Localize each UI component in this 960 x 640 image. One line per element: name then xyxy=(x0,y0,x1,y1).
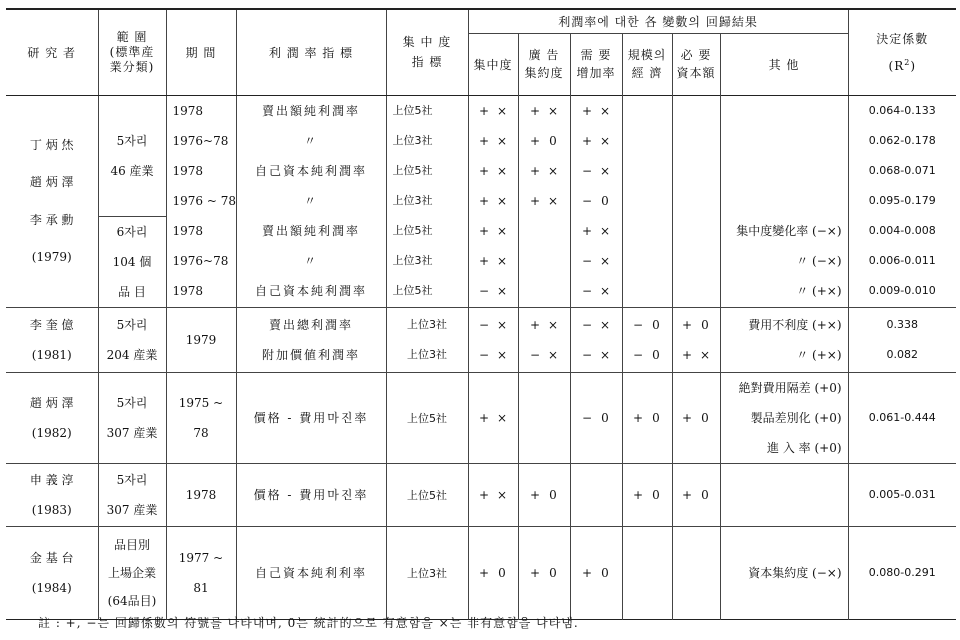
regression-table-wrapper xyxy=(6,8,956,620)
coef-scale-cell xyxy=(622,95,672,307)
coef-pair xyxy=(469,126,518,156)
concentration: 上位5社 xyxy=(386,463,468,526)
header-profit-indicator: 利 潤 率 指 標 xyxy=(236,9,386,95)
indicator: 〃 xyxy=(303,134,318,148)
r2-value: 0.005-0.031 xyxy=(868,488,936,501)
concentration: 上位3社 xyxy=(392,134,433,147)
scope-text: 上場企業 xyxy=(107,565,156,580)
coef-significance: 0 xyxy=(652,347,660,362)
coef-concentration-cell xyxy=(468,95,518,307)
coef-significance: × xyxy=(547,104,559,118)
period: 1978 xyxy=(172,224,204,238)
coef-significance: × xyxy=(599,254,611,268)
header-concentration-indicator: 集 中 度 指 標 xyxy=(386,9,468,95)
scope-text: 5자리 xyxy=(116,472,148,487)
coef-pair xyxy=(519,310,570,340)
researcher-year: (1982) xyxy=(31,425,72,440)
r2-value: 0.095-0.179 xyxy=(868,194,936,207)
header-researcher: 研 究 者 xyxy=(6,9,98,95)
concentration: 上位3社 xyxy=(392,194,433,207)
coef-pair xyxy=(469,96,518,126)
concentration-cell xyxy=(386,95,468,307)
coef-pair xyxy=(469,216,518,246)
indicator: 自己資本純利潤率 xyxy=(254,164,367,178)
coef-pair xyxy=(519,186,570,216)
header-sub-capital: 必 要 資本額 xyxy=(672,33,720,95)
coef-sign: + xyxy=(581,565,593,580)
period: 1978 xyxy=(172,164,204,178)
coef-pair xyxy=(571,156,622,186)
scope-cell xyxy=(98,463,166,526)
scope-cell xyxy=(98,372,166,463)
coef-significance: × xyxy=(699,347,711,362)
r2-value: 0.009-0.010 xyxy=(868,284,936,297)
coef-sign: + xyxy=(681,347,693,362)
coef-sign: + xyxy=(478,104,490,118)
coef-significance: × xyxy=(547,194,559,208)
coef-concentration-cell xyxy=(468,372,518,463)
coef-sign: + xyxy=(529,194,541,208)
coef-sign: − xyxy=(581,194,593,208)
period-cell xyxy=(166,372,236,463)
other-cell xyxy=(720,95,848,307)
indicator: 〃 xyxy=(303,254,318,268)
other-variable: 製品差別化 (+0) xyxy=(750,410,842,425)
period: 1978 xyxy=(166,463,236,526)
researcher-cell xyxy=(6,463,98,526)
header-regression-group: 利潤率에 대한 各 變數의 回歸結果 xyxy=(468,9,848,33)
coef-sign: + xyxy=(478,224,490,238)
coef-significance: × xyxy=(496,134,508,148)
coef-sign: − xyxy=(478,284,490,298)
period: 1977 ~ xyxy=(178,550,224,565)
coef-pair xyxy=(571,276,622,306)
coef-pair xyxy=(571,340,622,370)
coef-significance: × xyxy=(599,317,611,332)
coef-significance: × xyxy=(599,284,611,298)
indicator-cell xyxy=(236,95,386,307)
period: 1975 ~ xyxy=(178,395,224,410)
r2-value: 0.061-0.444 xyxy=(868,411,936,424)
coef-sign: + xyxy=(681,317,693,332)
coef-pair xyxy=(571,186,622,216)
coef-sign: + xyxy=(681,487,693,502)
coef-sign: − xyxy=(581,410,593,425)
other-variable: 絶對費用隔差 (+0) xyxy=(738,380,842,395)
indicator-cell xyxy=(236,307,386,372)
researcher-name: 金 基 台 xyxy=(29,550,74,565)
coef-significance: 0 xyxy=(701,410,709,425)
coef-significance: 0 xyxy=(701,487,709,502)
coef-sign: + xyxy=(632,410,644,425)
r2-symbol xyxy=(849,51,957,78)
coef-significance: × xyxy=(599,134,611,148)
coef-significance: 0 xyxy=(601,194,609,208)
scope-text: 5자리 xyxy=(116,317,148,332)
coef-sign: + xyxy=(529,487,541,502)
period: 1976~78 xyxy=(172,134,229,148)
coef-capital-cell xyxy=(672,95,720,307)
r2-value: 0.006-0.011 xyxy=(868,254,936,267)
group-row xyxy=(6,463,956,526)
coef-sign: + xyxy=(478,254,490,268)
r2-value: 0.004-0.008 xyxy=(868,224,936,237)
period: 1976 ~ 78 xyxy=(172,194,236,208)
group-row xyxy=(6,95,956,307)
coef-significance: 0 xyxy=(549,565,557,580)
indicator: 價格 - 費用마진率 xyxy=(236,372,386,463)
researcher-name: 李 奎 億 xyxy=(29,317,74,332)
scope-text: 6자리 xyxy=(116,224,148,239)
coef-sign: + xyxy=(632,487,644,502)
scope-cell xyxy=(98,307,166,372)
coef-pair xyxy=(469,310,518,340)
coef-pair xyxy=(571,310,622,340)
coef-advertising-cell xyxy=(518,307,570,372)
coef-sign: + xyxy=(478,194,490,208)
coef-sign: − xyxy=(581,347,593,362)
coef-sign: + xyxy=(529,565,541,580)
coef-pair xyxy=(469,246,518,276)
header-scope: 範 圍 (標準産 業分類) xyxy=(98,9,166,95)
other-variable: 資本集約度 (−×) xyxy=(720,526,848,619)
scope-text: 5자리 xyxy=(116,395,148,410)
scope-text: 5자리 xyxy=(116,133,148,148)
scope-text: 204 産業 xyxy=(106,347,158,362)
coef-sign: − xyxy=(581,284,593,298)
coef-significance: × xyxy=(496,317,508,332)
researcher-cell xyxy=(6,95,98,307)
coef-sign: + xyxy=(478,487,490,502)
coef-sign: + xyxy=(581,104,593,118)
researcher-name: 趙 炳 澤 xyxy=(29,395,74,410)
group-row xyxy=(6,372,956,463)
coef-significance: 0 xyxy=(652,410,660,425)
coef-capital-cell xyxy=(672,372,720,463)
coef-demand-cell xyxy=(570,463,622,526)
scope-text: 307 産業 xyxy=(106,502,158,517)
scope-text: 品目別 xyxy=(113,537,150,552)
researcher-year: (1983) xyxy=(31,502,72,517)
header-sub-advertising: 廣 告 集約度 xyxy=(518,33,570,95)
header-sub-concentration: 集中度 xyxy=(468,33,518,95)
indicator: 自己資本純利利率 xyxy=(236,526,386,619)
group-row xyxy=(6,307,956,372)
coef-capital-cell xyxy=(672,307,720,372)
coef-significance: 0 xyxy=(601,565,609,580)
coef-capital-cell xyxy=(672,526,720,619)
coef-scale-cell xyxy=(622,526,672,619)
concentration: 上位3社 xyxy=(392,254,433,267)
coef-significance: × xyxy=(496,410,508,425)
coef-significance: × xyxy=(599,224,611,238)
r2-cell xyxy=(848,307,956,372)
coef-sign: − xyxy=(529,347,541,362)
scope-text: 46 産業 xyxy=(110,163,154,178)
researcher-cell xyxy=(6,372,98,463)
indicator: 〃 xyxy=(303,194,318,208)
indicator: 賣出總利潤率 xyxy=(268,317,353,332)
coef-significance: × xyxy=(547,317,559,332)
coef-sign: + xyxy=(478,565,490,580)
period-cell xyxy=(166,95,236,307)
coef-significance: 0 xyxy=(498,565,506,580)
scope-text: 104 個 xyxy=(112,254,152,269)
r2-value: 0.080-0.291 xyxy=(868,566,936,579)
table-footnote: 註 : +, −는 回歸係數의 符號를 나타내며, 0는 統計的으로 有意함을 ×는 非有意함을 나타냄. xyxy=(38,616,579,630)
r2-cell xyxy=(848,95,956,307)
coef-capital-cell xyxy=(672,463,720,526)
coef-pair xyxy=(571,126,622,156)
coef-significance: × xyxy=(599,104,611,118)
coef-sign: + xyxy=(581,134,593,148)
other-variable: 〃 (+×) xyxy=(796,284,842,298)
indicator: 賣出額純利潤率 xyxy=(261,224,360,238)
indicator: 價格 - 費用마진率 xyxy=(236,463,386,526)
coef-sign: + xyxy=(529,317,541,332)
coef-pair xyxy=(571,96,622,126)
researcher-name: 趙 炳 澤 xyxy=(29,175,74,190)
coef-sign: + xyxy=(478,164,490,178)
concentration: 上位3社 xyxy=(407,347,447,361)
coef-pair xyxy=(623,310,672,340)
coef-sign: − xyxy=(581,317,593,332)
concentration: 上位5社 xyxy=(392,164,433,177)
coef-sign: − xyxy=(632,347,644,362)
other-variable: 費用不利度 (+×) xyxy=(748,317,842,332)
concentration: 上位3社 xyxy=(386,526,468,619)
r2-open: (R xyxy=(888,58,905,73)
coef-pair xyxy=(571,246,622,276)
other-cell xyxy=(720,307,848,372)
period: 1979 xyxy=(166,307,236,372)
coef-sign: − xyxy=(632,317,644,332)
indicator: 自己資本純利潤率 xyxy=(254,284,367,298)
coef-advertising-cell xyxy=(518,526,570,619)
scope-cell xyxy=(98,95,166,307)
coef-demand-cell xyxy=(570,372,622,463)
coef-sign: + xyxy=(529,134,541,148)
coef-concentration-cell xyxy=(468,526,518,619)
researcher-name: 申 義 淳 xyxy=(29,472,74,487)
coef-sign: − xyxy=(581,254,593,268)
researcher-name: 李 承 勳 xyxy=(29,212,74,227)
period-cell xyxy=(166,526,236,619)
coef-significance: 0 xyxy=(549,487,557,502)
coef-pair xyxy=(623,340,672,370)
concentration-cell xyxy=(386,307,468,372)
coef-significance: × xyxy=(599,164,611,178)
coef-concentration-cell xyxy=(468,307,518,372)
coef-demand-cell xyxy=(570,307,622,372)
coef-pair xyxy=(673,340,720,370)
coef-sign: − xyxy=(478,317,490,332)
period: 81 xyxy=(193,580,209,595)
coef-significance: 0 xyxy=(652,317,660,332)
other-cell xyxy=(720,463,848,526)
coef-pair xyxy=(469,156,518,186)
concentration: 上位5社 xyxy=(392,284,433,297)
scope-cell xyxy=(98,526,166,619)
other-variable: 集中度變化率 (−×) xyxy=(736,224,842,238)
coef-pair xyxy=(571,216,622,246)
header-sub-other: 其 他 xyxy=(720,33,848,95)
coef-sign: − xyxy=(581,164,593,178)
coef-demand-cell xyxy=(570,526,622,619)
researcher-cell xyxy=(6,526,98,619)
coef-demand-cell xyxy=(570,95,622,307)
concentration: 上位5社 xyxy=(386,372,468,463)
coef-significance: × xyxy=(496,224,508,238)
coef-scale-cell xyxy=(622,463,672,526)
header-sub-demand: 需 要 增加率 xyxy=(570,33,622,95)
other-variable: 〃 (+×) xyxy=(796,347,842,362)
r2-close: ) xyxy=(910,58,917,73)
other-variable: 進 入 率 (+0) xyxy=(767,440,842,455)
r2-title: 決定係數 xyxy=(876,31,929,46)
r2-superscript: 2 xyxy=(904,57,911,67)
coef-significance: × xyxy=(547,164,559,178)
r2-value: 0.082 xyxy=(886,347,919,361)
coef-pair xyxy=(519,126,570,156)
coef-sign: + xyxy=(529,164,541,178)
coef-significance: × xyxy=(547,347,559,362)
coef-scale-cell xyxy=(622,307,672,372)
coef-significance: 0 xyxy=(549,134,557,148)
coef-significance: × xyxy=(496,347,508,362)
indicator: 附加價値利潤率 xyxy=(261,347,360,362)
coef-significance: × xyxy=(496,284,508,298)
coef-sign: + xyxy=(478,410,490,425)
header-period: 期 間 xyxy=(166,9,236,95)
coef-pair xyxy=(469,340,518,370)
coef-pair xyxy=(519,340,570,370)
period: 1978 xyxy=(172,104,204,118)
scope-text: 品 目 xyxy=(118,284,146,299)
scope-text: (64品目) xyxy=(107,593,157,608)
coef-significance: × xyxy=(599,347,611,362)
coef-pair xyxy=(469,186,518,216)
header-r2 xyxy=(848,9,956,95)
r2-value: 0.338 xyxy=(886,317,919,331)
regression-results-table xyxy=(6,8,956,620)
concentration: 上位5社 xyxy=(392,104,433,117)
coef-significance: × xyxy=(496,194,508,208)
coef-sign: − xyxy=(478,347,490,362)
coef-advertising-cell xyxy=(518,372,570,463)
coef-significance: × xyxy=(496,487,508,502)
coef-concentration-cell xyxy=(468,463,518,526)
coef-pair xyxy=(673,310,720,340)
r2-value: 0.064-0.133 xyxy=(868,104,936,117)
coef-advertising-cell xyxy=(518,463,570,526)
coef-advertising-cell xyxy=(518,95,570,307)
coef-sign: + xyxy=(581,224,593,238)
coef-significance: 0 xyxy=(652,487,660,502)
coef-significance: 0 xyxy=(601,410,609,425)
other-variable: 〃 (−×) xyxy=(796,254,842,268)
scope-text: 307 産業 xyxy=(106,425,158,440)
period: 78 xyxy=(193,425,209,440)
coef-sign: + xyxy=(478,134,490,148)
coef-significance: × xyxy=(496,164,508,178)
coef-pair xyxy=(519,96,570,126)
header-sub-scale: 規模의 經 濟 xyxy=(622,33,672,95)
researcher-cell xyxy=(6,307,98,372)
coef-significance: × xyxy=(496,254,508,268)
indicator: 賣出額純利潤率 xyxy=(261,104,360,118)
researcher-name: 丁 炳 烋 xyxy=(29,137,74,152)
coef-sign: + xyxy=(681,410,693,425)
researcher-year: (1979) xyxy=(31,250,72,265)
researcher-year: (1981) xyxy=(31,347,72,362)
r2-value: 0.062-0.178 xyxy=(868,134,936,147)
r2-value: 0.068-0.071 xyxy=(868,164,936,177)
other-cell xyxy=(720,372,848,463)
coef-scale-cell xyxy=(622,372,672,463)
coef-sign: + xyxy=(529,104,541,118)
coef-significance: × xyxy=(496,104,508,118)
group-row xyxy=(6,526,956,619)
researcher-year: (1984) xyxy=(31,580,72,595)
concentration: 上位5社 xyxy=(392,224,433,237)
period: 1976~78 xyxy=(172,254,229,268)
concentration: 上位3社 xyxy=(407,317,447,331)
coef-pair xyxy=(519,156,570,186)
period: 1978 xyxy=(172,284,204,298)
coef-significance: 0 xyxy=(701,317,709,332)
coef-pair xyxy=(469,276,518,306)
